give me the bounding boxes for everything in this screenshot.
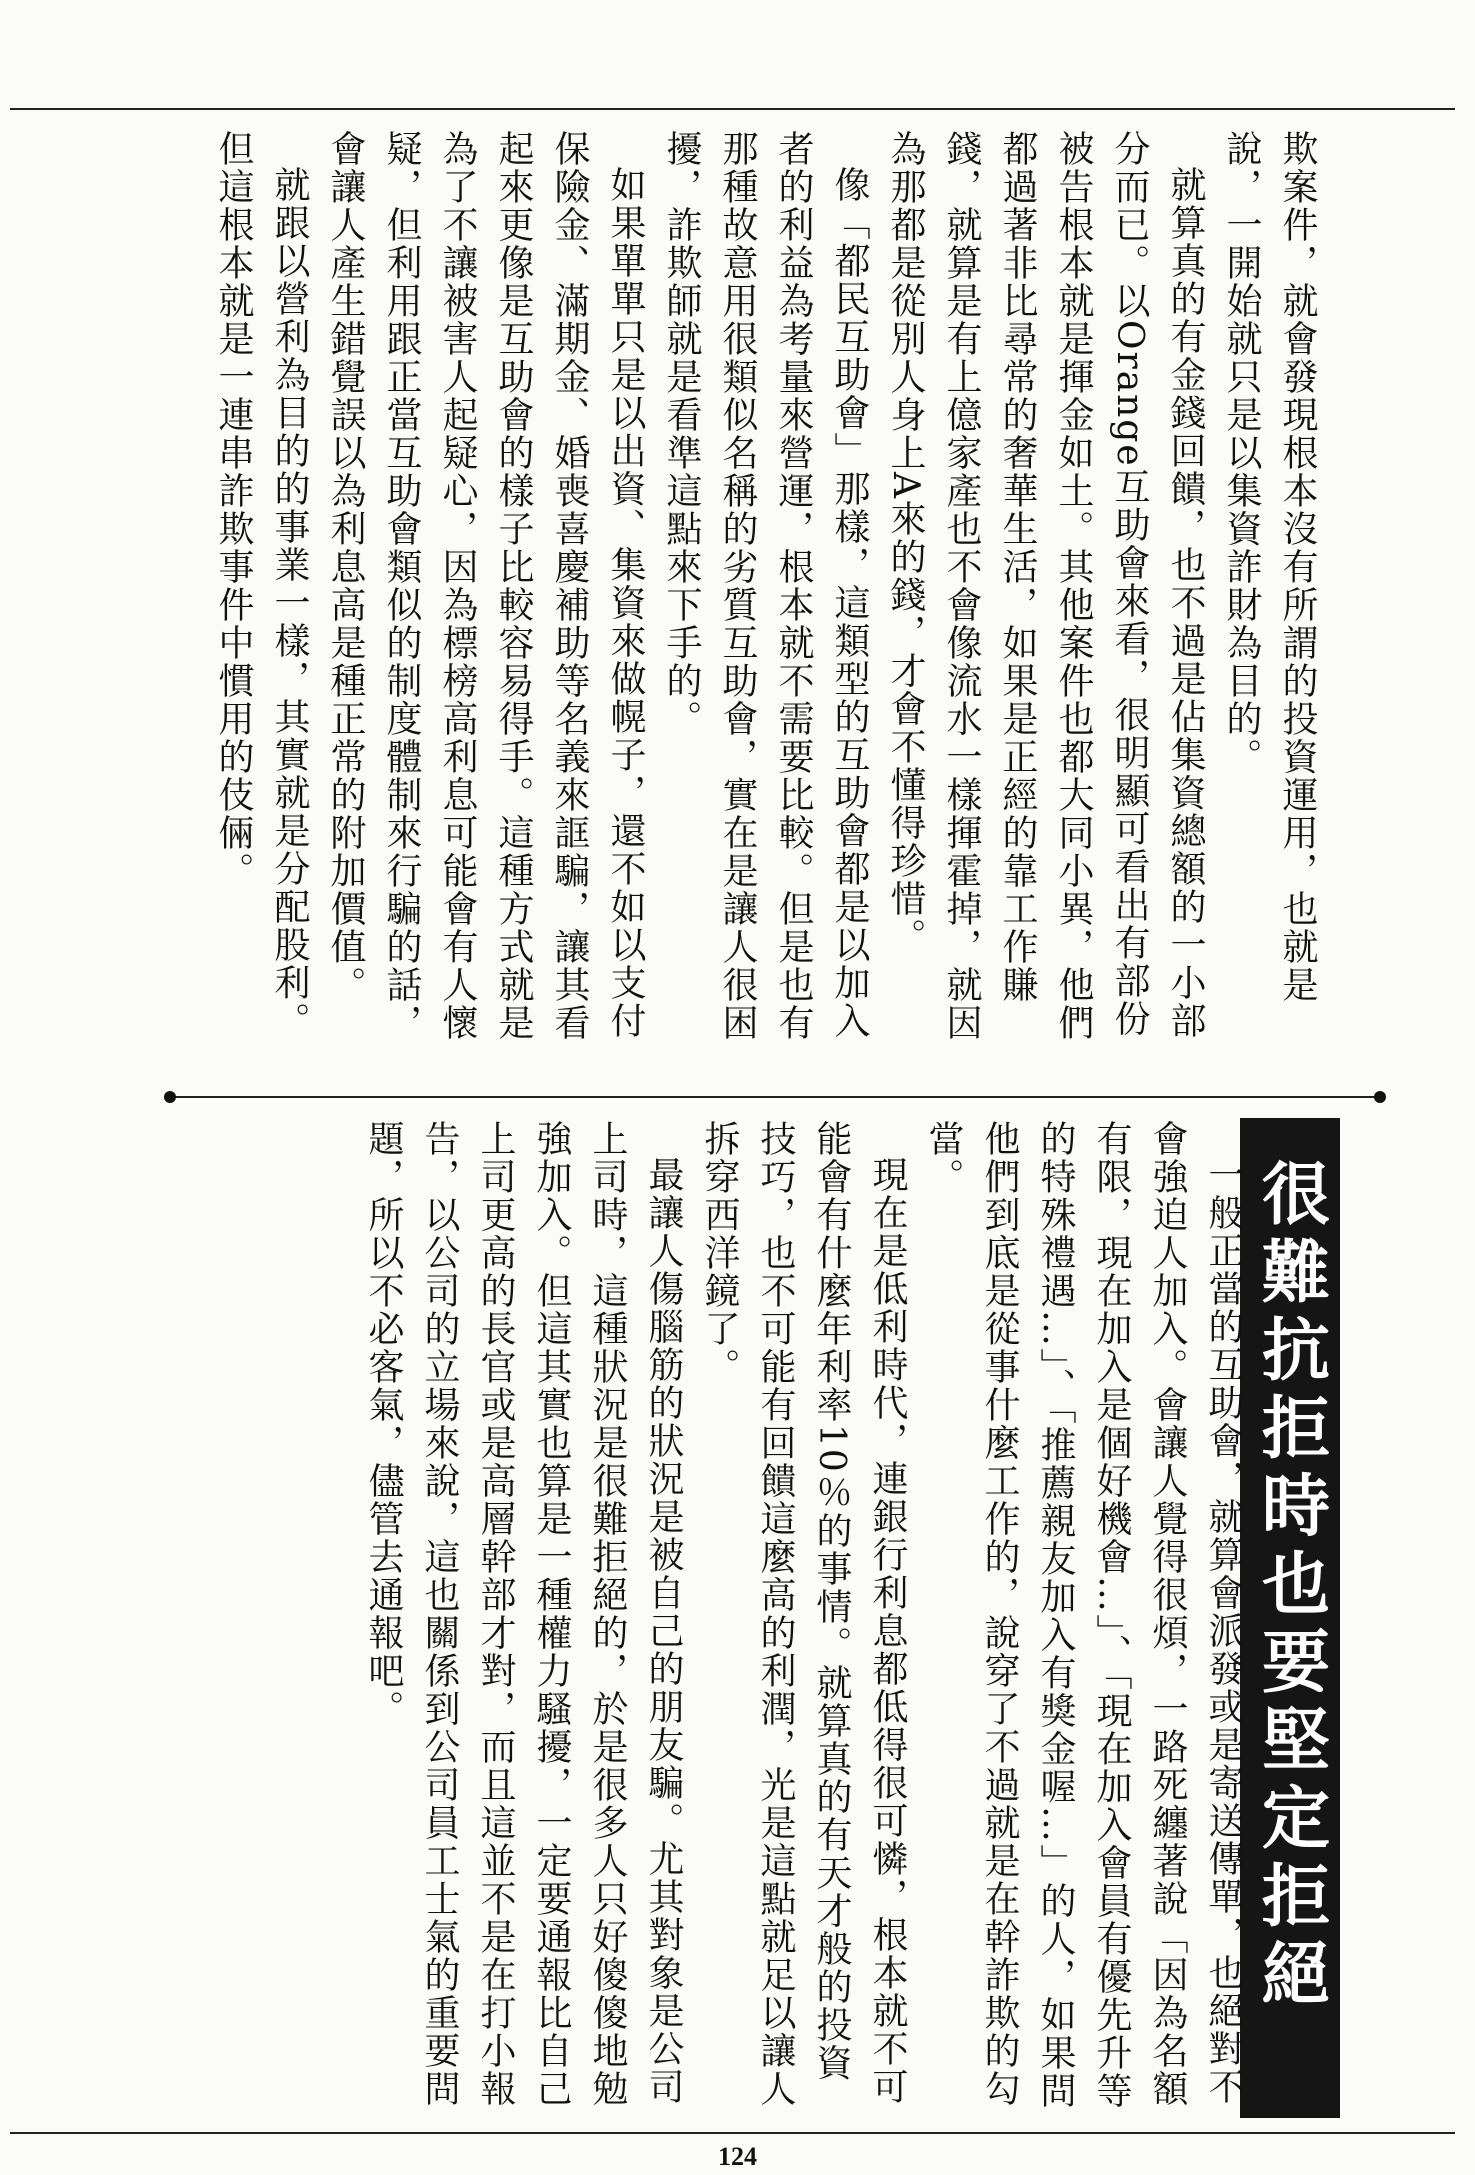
upper-paragraph-4: 如果單單只是以出資、集資來做幌子，還不如以支付保險金、滿期金、婚喪喜慶補助等名義來誆騙，讓其看起來更像是互助會的樣子比較容易得手。這種方式就是為了不讓被害人起疑心，因為標榜高利息可能會有人懷疑，但利用跟正當互助會類似的制度體制來行騙的話，會讓人產生錯覺誤以為利息高是種正常的附加價值。	[325, 130, 646, 1042]
upper-paragraph-3: 像「都民互助會」那樣，這類型的互助會都是以加入者的利益為考量來營運，根本就不需要比較。但是也有那種故意用很類似名稱的劣質互助會，實在是讓人很困擾，詐欺師就是看準這點來下手的。	[661, 130, 870, 1042]
lower-paragraph-3: 最讓人傷腦筋的狀況是被自己的朋友騙。尤其對象是公司上司時，這種狀況是很難拒絕的，於是很多人只好傻傻地勉強加入。但這其實也算是一種權力騷擾，一定要通報比自己上司更高的長官或是高層幹部才對，而且這並不是在打小報告，以公司的立場來說，這也關係到公司員工士氣的重要問題，所以不必客氣，儘管去通報吧。	[363, 1120, 684, 2108]
bottom-rule	[10, 2132, 1455, 2134]
page-number: 124	[718, 2142, 757, 2171]
top-rule	[10, 108, 1455, 110]
upper-text-section	[205, 130, 1325, 1075]
upper-paragraph-2: 就算真的有金錢回饋，也不過是佔集資總額的一小部分而已。以Orange互助會來看，很明顯可看出有部份被告根本就是揮金如土。其他案件也都大同小異，他們都過著非比尋常的奢華生活，如果是正經的靠工作賺錢，就算是有上億家產也不會像流水一樣揮霍掉，就因為那都是從別人身上A來的錢，才會不懂得珍惜。	[885, 130, 1206, 1042]
section-divider	[170, 1096, 1385, 1098]
heading-banner	[1240, 1118, 1340, 2118]
lower-paragraph-1: 一般正當的互助會，就算會派發或是寄送傳單，也絕對不會強迫人加入。會讓人覺得很煩，一路死纏著說「因為名額有限，現在加入是個好機會…」、「現在加入會員有優先升等的特殊禮遇…」、「推薦親友加入有獎金喔…」的人，如果問他們到底是從事什麼工作的，說穿了不過就是在幹詐欺的勾當。	[923, 1120, 1244, 2110]
upper-paragraph-5: 就跟以營利為目的的事業一樣，其實就是分配股利。但這根本就是一連串詐欺事件中慣用的伎倆。	[213, 130, 310, 1040]
divider-dot-right	[1374, 1091, 1386, 1103]
divider-dot-left	[164, 1091, 176, 1103]
lower-text-section	[355, 1120, 1244, 2110]
lower-text-column	[355, 1120, 1251, 2110]
upper-text-column	[205, 130, 1325, 1075]
lower-paragraph-2: 現在是低利時代，連銀行利息都低得很可憐，根本就不可能會有什麼年利率10％的事情。就算真的有天才般的投資技巧，也不可能有回饋這麼高的利潤，光是這點就足以讓人拆穿西洋鏡了。	[699, 1120, 908, 2108]
upper-paragraph-1: 欺案件，就會發現根本沒有所謂的投資運用，也就是說，一開始就只是以集資詐財為目的。	[1221, 130, 1318, 1004]
section-heading: 很難抗拒時也要堅定拒絕	[1250, 1158, 1330, 2016]
